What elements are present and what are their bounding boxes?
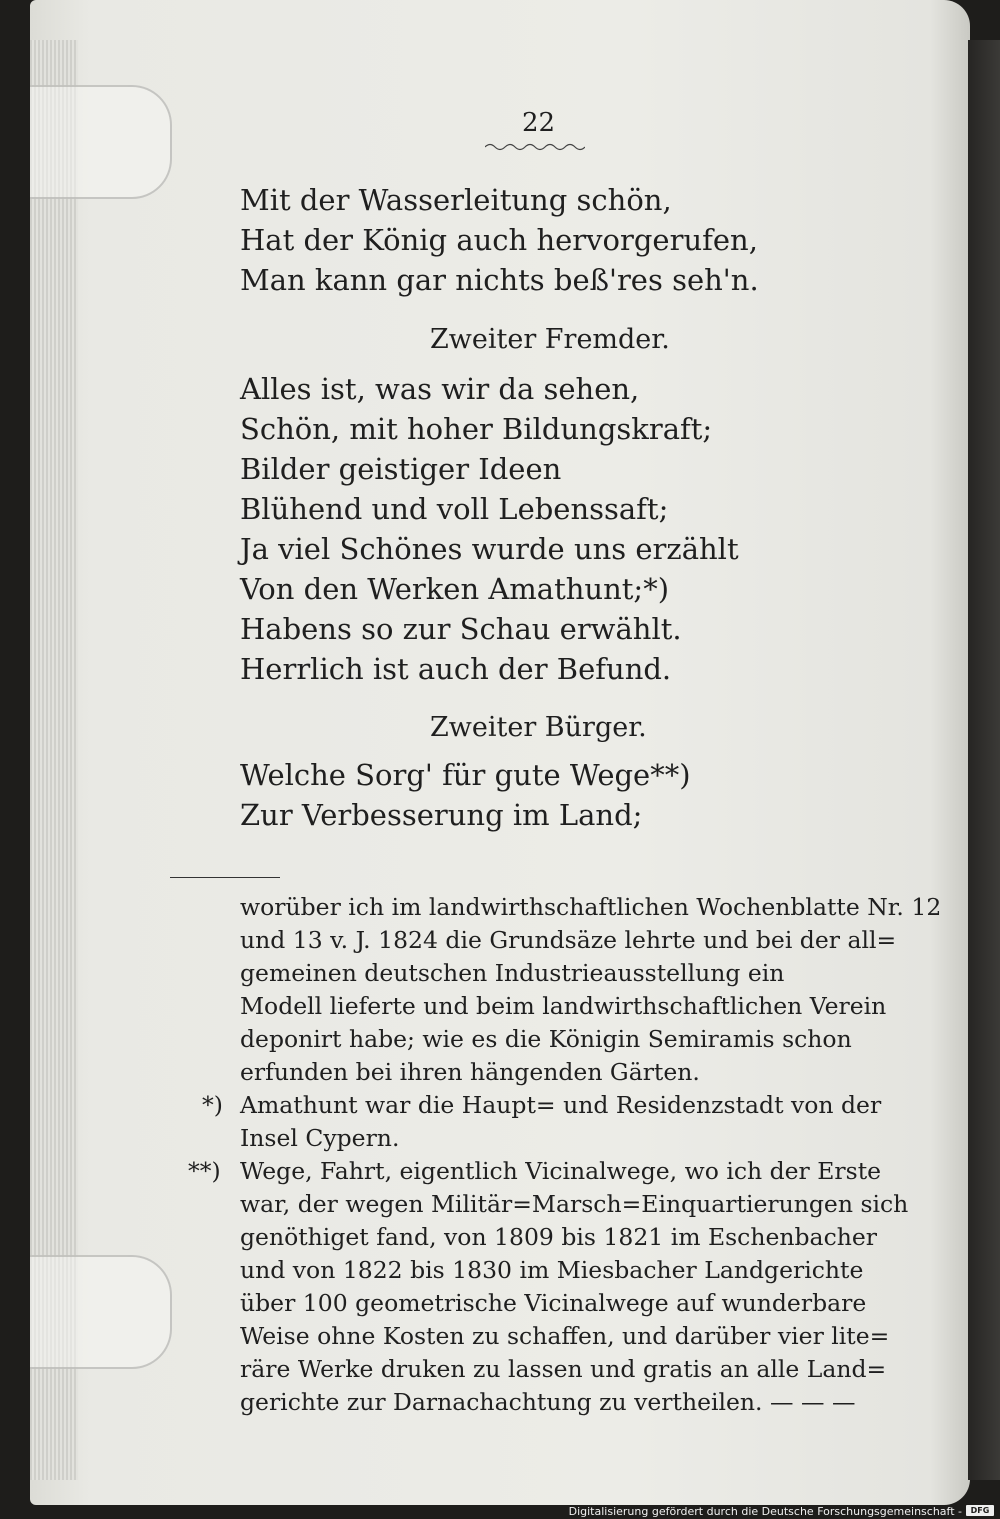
footnote-line: Modell lieferte und beim landwirthschaftlichen Verein xyxy=(240,992,887,1020)
footnote-line: Wege, Fahrt, eigentlich Vicinalwege, wo ich der Erste xyxy=(240,1157,882,1185)
speaker-heading: Zweiter Fremder. xyxy=(430,324,670,355)
book-binding-edge xyxy=(968,40,1000,1480)
footnote-marker: *) xyxy=(202,1091,223,1119)
speaker-heading: Zweiter Bürger. xyxy=(430,712,647,743)
footnote-line: räre Werke druken zu lassen und gratis an alle Land= xyxy=(240,1355,887,1383)
page-clip-top xyxy=(30,85,172,199)
verse-line: Alles ist, was wir da sehen, xyxy=(240,372,640,406)
page-number: 22 xyxy=(522,108,556,138)
footnote-line: worüber ich im landwirthschaftlichen Wochenblatte Nr. 12 xyxy=(240,893,942,921)
verse-line: Zur Verbesserung im Land; xyxy=(240,798,643,832)
footnote-line: erfunden bei ihren hängenden Gärten. xyxy=(240,1058,700,1086)
verse-line: Habens so zur Schau erwählt. xyxy=(240,612,682,646)
footnote-line: gerichte zur Darnachachtung zu vertheilen. — — — xyxy=(240,1388,856,1416)
verse-line: Schön, mit hoher Bildungskraft; xyxy=(240,412,713,446)
footnote-line: war, der wegen Militär=Marsch=Einquartierungen sich xyxy=(240,1190,909,1218)
book-page xyxy=(30,0,970,1505)
footnote-line: Insel Cypern. xyxy=(240,1124,400,1152)
verse-line: Man kann gar nichts beß'res seh'n. xyxy=(240,263,759,297)
footnote-line: und von 1822 bis 1830 im Miesbacher Landgerichte xyxy=(240,1256,864,1284)
page-number-ornament xyxy=(485,142,585,152)
footnote-line: Weise ohne Kosten zu schaffen, und darüber vier lite= xyxy=(240,1322,890,1350)
footnote-marker: **) xyxy=(188,1157,221,1185)
verse-line: Mit der Wasserleitung schön, xyxy=(240,183,672,217)
verse-line: Bilder geistiger Ideen xyxy=(240,452,562,486)
footnote-line: und 13 v. J. 1824 die Grundsäze lehrte und bei der all= xyxy=(240,926,897,954)
page-clip-bottom xyxy=(30,1255,172,1369)
verse-line: Welche Sorg' für gute Wege**) xyxy=(240,758,691,792)
footnote-separator xyxy=(170,877,280,878)
footnote-line: Amathunt war die Haupt= und Residenzstadt von der xyxy=(240,1091,882,1119)
funding-credit: Digitalisierung gefördert durch die Deutsche Forschungsgemeinschaft - xyxy=(568,1505,962,1518)
footnote-line: über 100 geometrische Vicinalwege auf wunderbare xyxy=(240,1289,867,1317)
footnote-line: genöthiget fand, von 1809 bis 1821 im Eschenbacher xyxy=(240,1223,878,1251)
verse-line: Blühend und voll Lebenssaft; xyxy=(240,492,669,526)
footnote-line: gemeinen deutschen Industrieausstellung ein xyxy=(240,959,785,987)
footnote-line: deponirt habe; wie es die Königin Semiramis schon xyxy=(240,1025,852,1053)
verse-line: Herrlich ist auch der Befund. xyxy=(240,652,672,686)
dfg-logo: DFG xyxy=(966,1505,994,1516)
verse-line: Hat der König auch hervorgerufen, xyxy=(240,223,758,257)
verse-line: Ja viel Schönes wurde uns erzählt xyxy=(240,532,739,566)
verse-line: Von den Werken Amathunt;*) xyxy=(240,572,670,606)
